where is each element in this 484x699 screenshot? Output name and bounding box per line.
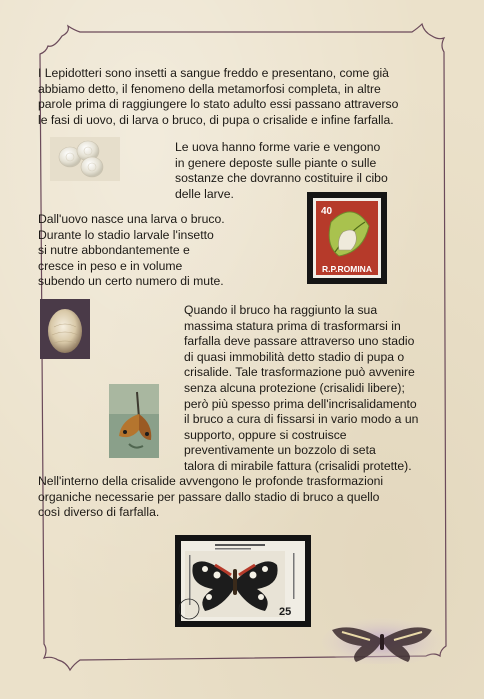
text-line: crisalide. Tale trasformazione può avvenire <box>184 365 415 380</box>
stamp-value: 40 <box>321 206 333 217</box>
text-line: le fasi di uovo, di larva o bruco, di pupa o crisalide e infine farfalla. <box>38 112 394 127</box>
text-line: sostanze che dovranno costituire il cibo <box>175 171 388 186</box>
pupa-paragraph <box>184 303 418 475</box>
intro-paragraph <box>38 66 398 128</box>
larva-paragraph <box>38 212 225 290</box>
text-line: si nutre abbondantemente e <box>38 243 190 258</box>
chrysalis-paragraph <box>38 474 383 521</box>
romania-caterpillar-stamp <box>307 192 387 284</box>
text-line: cresce in peso e in volume <box>38 258 183 273</box>
text-line: Quando il bruco ha raggiunto la sua <box>184 303 378 317</box>
text-line: parole prima di raggiungere lo stato adulto essi passano attraverso <box>38 97 399 112</box>
text-line: Le uova hanno forme varie e vengono <box>175 140 381 154</box>
text-line: organiche necessarie per passare dallo stadio di bruco a quello <box>38 489 380 504</box>
text-line: in genere deposte sulle piante o sulle <box>175 155 377 170</box>
text-line: di quasi immobilità detto stadio di pupa o <box>184 349 405 364</box>
text-line: supporto, oppure si costruisce <box>184 427 347 442</box>
text-line: talora di mirabile fattura (crisalidi protette). <box>184 458 412 473</box>
text-line: così diverso di farfalla. <box>38 505 160 520</box>
stamp-country: R.P.ROMINA <box>322 264 372 274</box>
butterfly-stamp <box>175 535 311 627</box>
text-line: massima statura prima di trasformarsi in <box>184 318 401 333</box>
text-line: senza alcuna protezione (crisalidi libere); <box>184 380 405 395</box>
text-line: delle larve. <box>175 186 234 201</box>
text-line: I Lepidotteri sono insetti a sangue freddo e presentano, come già <box>38 66 389 80</box>
stamp-value: 25 <box>279 606 292 618</box>
text-line: Durante lo stadio larvale l'insetto <box>38 227 214 242</box>
text-line: subendo un certo numero di mute. <box>38 274 224 289</box>
text-line: farfalla deve passare attraverso uno stadio <box>184 334 415 349</box>
text-line: Dall'uovo nasce una larva o bruco. <box>38 212 225 226</box>
pupa-cocoon-photo <box>40 299 90 359</box>
text-line: però più spesso prima dell'incrisalidamento <box>184 396 417 411</box>
butterfly-emerging-photo <box>109 384 159 458</box>
swallowtail-butterfly-decoration <box>322 616 442 664</box>
text-line: abbiamo detto, il fenomeno della metamorfosi completa, in altre <box>38 81 381 96</box>
text-line: il bruco a cura di fissarsi in vario modo a un <box>184 412 419 427</box>
eggs-photo <box>50 137 120 181</box>
text-line: preventivamente un bozzolo di seta <box>184 443 376 458</box>
text-line: Nell'interno della crisalide avvengono le profonde trasformazioni <box>38 474 384 488</box>
